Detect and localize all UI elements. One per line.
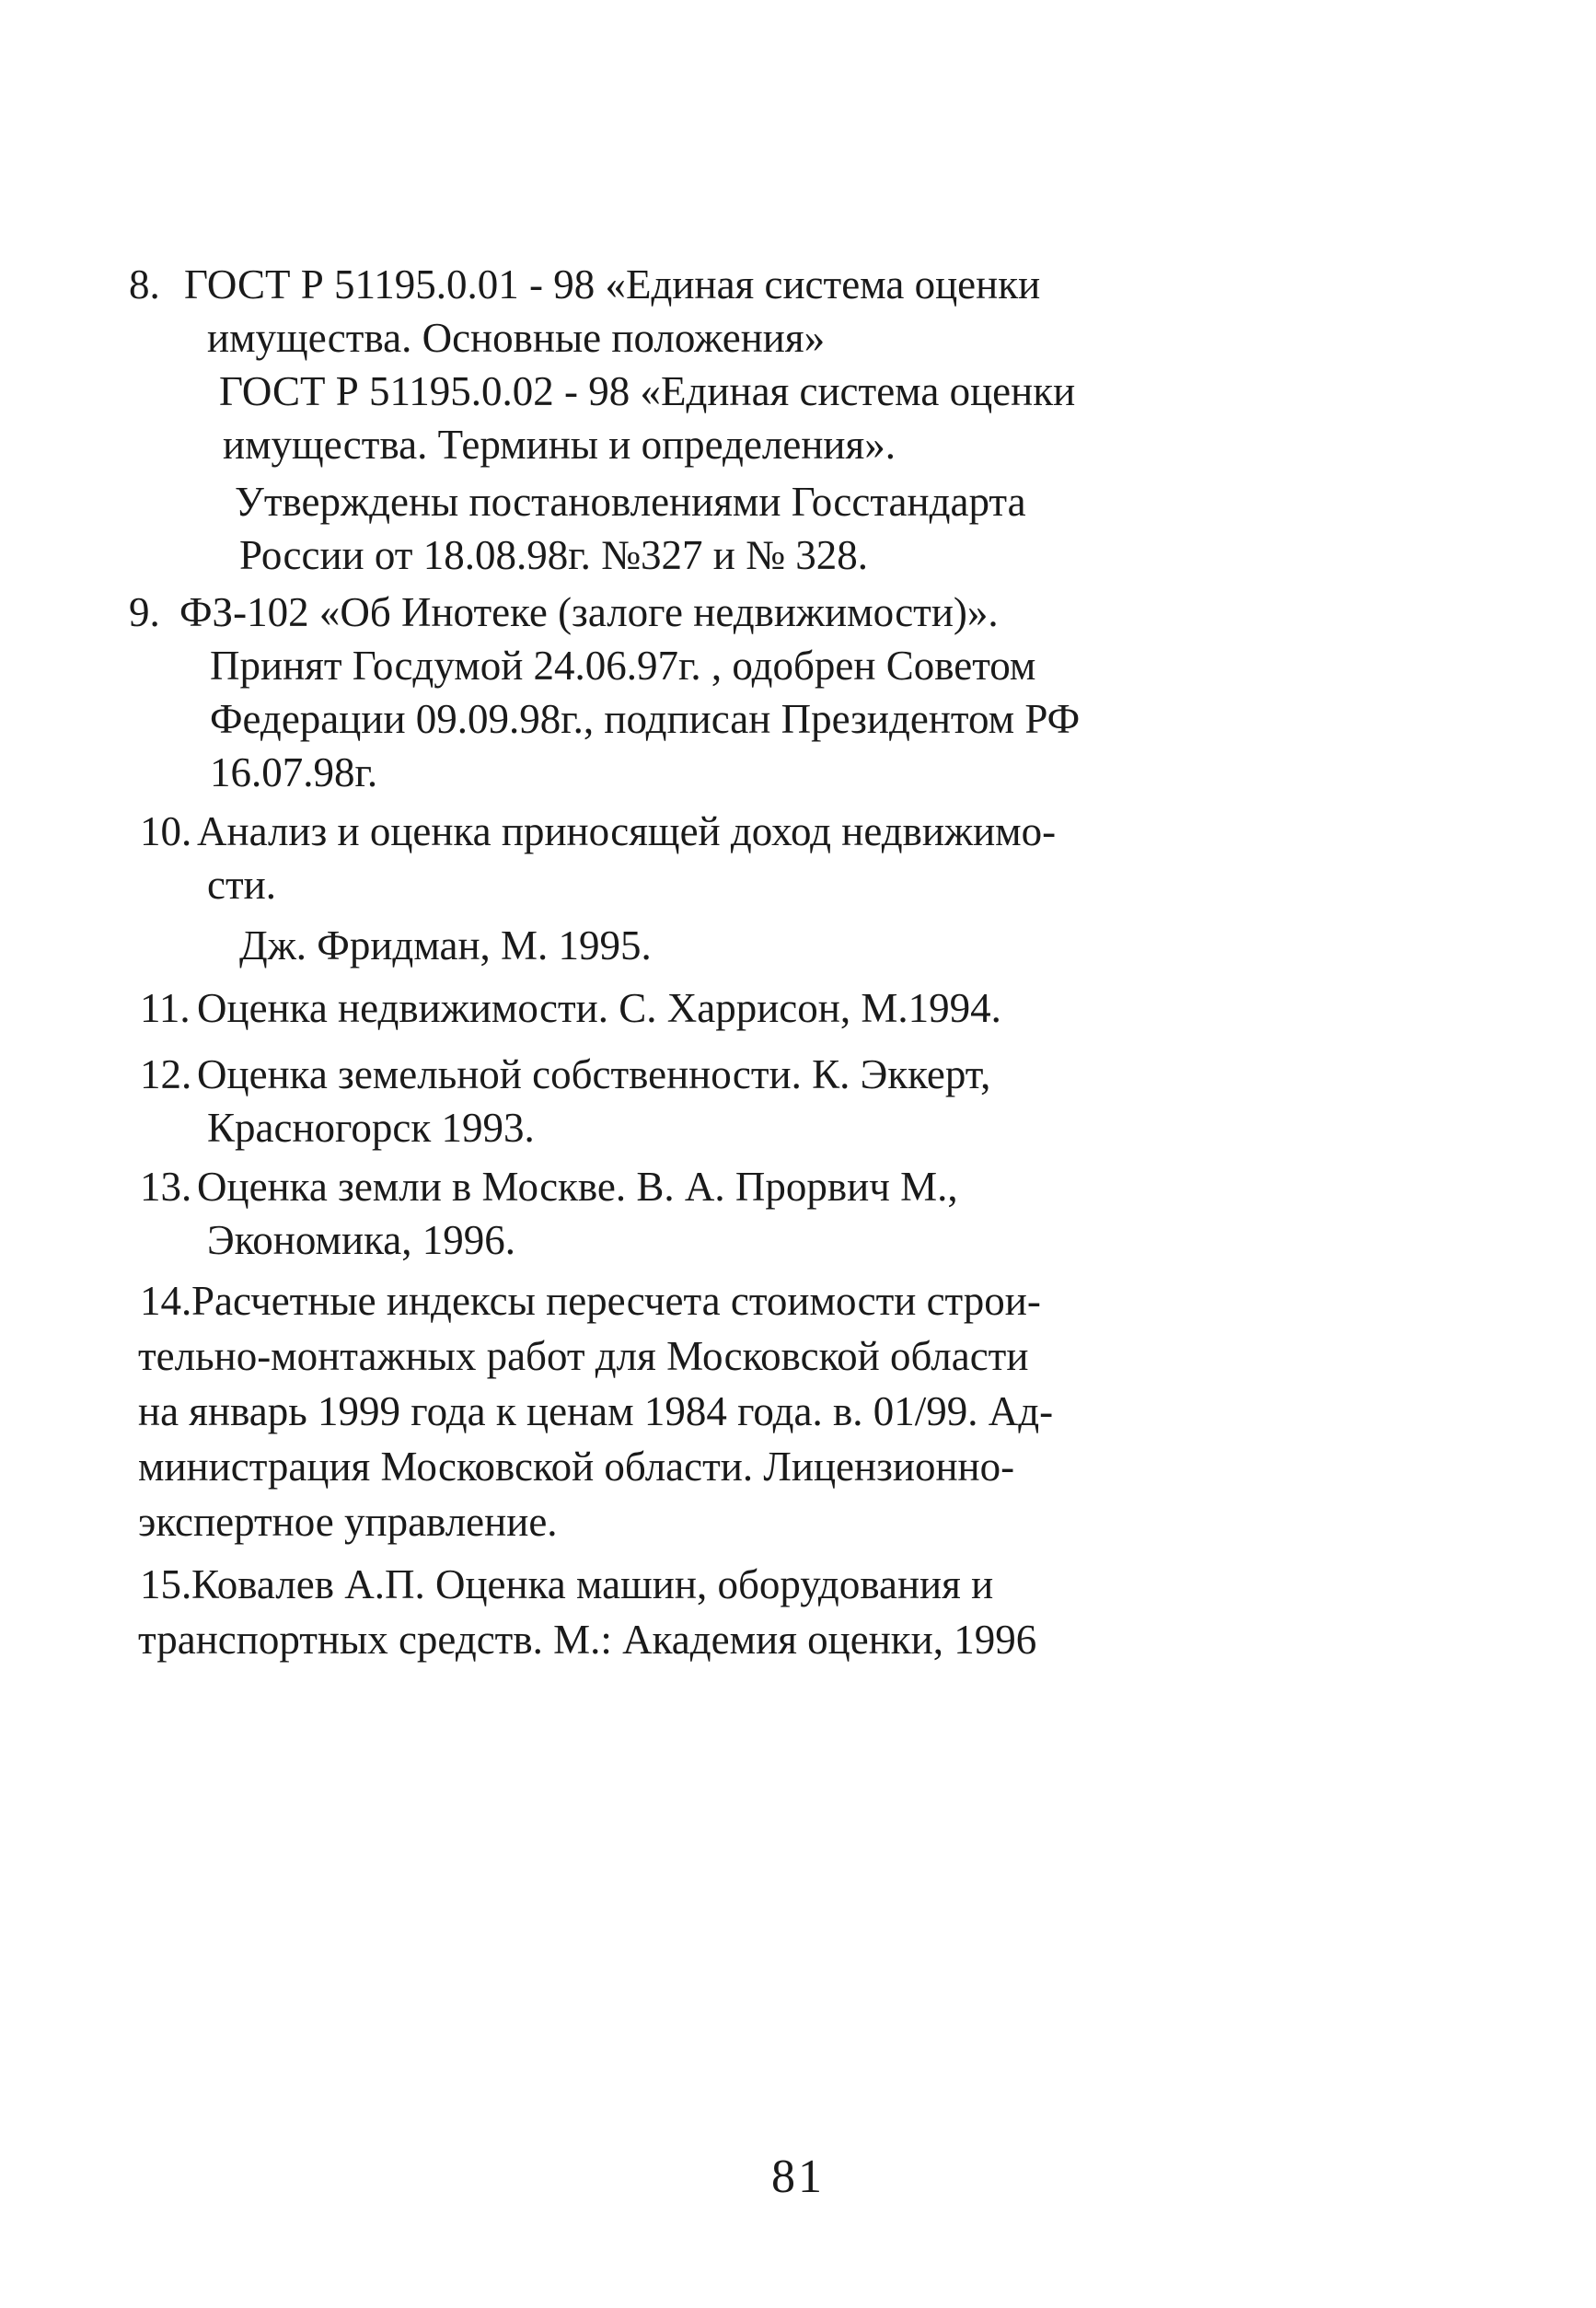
reference-number: 9.: [129, 589, 160, 635]
reference-line: Утверждены постановлениями Госстандарта: [235, 479, 1026, 525]
reference-text: ФЗ-102 «Об Инотеке (залоге недвижимости)».: [179, 589, 999, 635]
reference-number: 11.: [140, 985, 191, 1031]
reference-text: Расчетные индексы пересчета стоимости строи-: [191, 1278, 1041, 1324]
reference-line: имущества. Основные положения»: [207, 315, 826, 361]
reference-text: Оценка недвижимости. С. Харрисон, М.1994.: [197, 985, 1001, 1031]
reference-12-first-line: [140, 1048, 990, 1101]
reference-line: транспортных средств. М.: Академия оценки, 1996: [138, 1617, 1037, 1663]
reference-8-first-line: [129, 258, 1040, 311]
reference-line: Красногорск 1993.: [207, 1105, 535, 1151]
reference-14-first-line: [140, 1274, 1041, 1328]
reference-line: министрация Московской области. Лицензионно-: [138, 1444, 1015, 1490]
reference-line: 16.07.98г.: [210, 749, 378, 795]
reference-line: тельно-монтажных работ для Московской области: [138, 1333, 1029, 1379]
reference-line: Федерации 09.09.98г., подписан Президентом РФ: [210, 696, 1081, 742]
reference-line: ГОСТ Р 51195.0.02 - 98 «Единая система оценки: [219, 368, 1076, 414]
reference-number: 8.: [129, 261, 160, 307]
reference-line: Принят Госдумой 24.06.97г. , одобрен Советом: [210, 643, 1036, 689]
reference-line: Дж. Фридман, М. 1995.: [239, 922, 652, 968]
page-number: 81: [771, 2151, 825, 2203]
reference-number: 10.: [140, 808, 192, 854]
reference-15-first-line: [140, 1558, 993, 1611]
reference-line: Экономика, 1996.: [207, 1217, 515, 1263]
reference-number: 13.: [140, 1164, 192, 1210]
reference-text: Оценка земли в Москве. В. А. Прорвич М.,: [197, 1164, 958, 1210]
reference-line: России от 18.08.98г. №327 и № 328.: [239, 532, 869, 578]
reference-number: 12.: [140, 1051, 192, 1097]
reference-11-first-line: [140, 981, 1001, 1035]
reference-text: Оценка земельной собственности. К. Эккерт,: [197, 1051, 991, 1097]
reference-number: 14.: [140, 1278, 192, 1324]
reference-9-first-line: [129, 586, 999, 639]
reference-text: Ковалев А.П. Оценка машин, оборудования и: [191, 1561, 994, 1607]
reference-line: сти.: [207, 862, 276, 908]
reference-text: Анализ и оценка приносящей доход недвижимо-: [197, 808, 1057, 854]
reference-10-first-line: [140, 805, 1056, 858]
reference-line: имущества. Термины и определения».: [223, 422, 896, 468]
reference-line: на январь 1999 года к ценам 1984 года. в. 01/99. Ад-: [138, 1388, 1054, 1434]
reference-text: ГОСТ Р 51195.0.01 - 98 «Единая система оценки: [184, 261, 1041, 307]
reference-line: экспертное управление.: [138, 1499, 558, 1545]
reference-13-first-line: [140, 1160, 958, 1213]
reference-number: 15.: [140, 1561, 192, 1607]
